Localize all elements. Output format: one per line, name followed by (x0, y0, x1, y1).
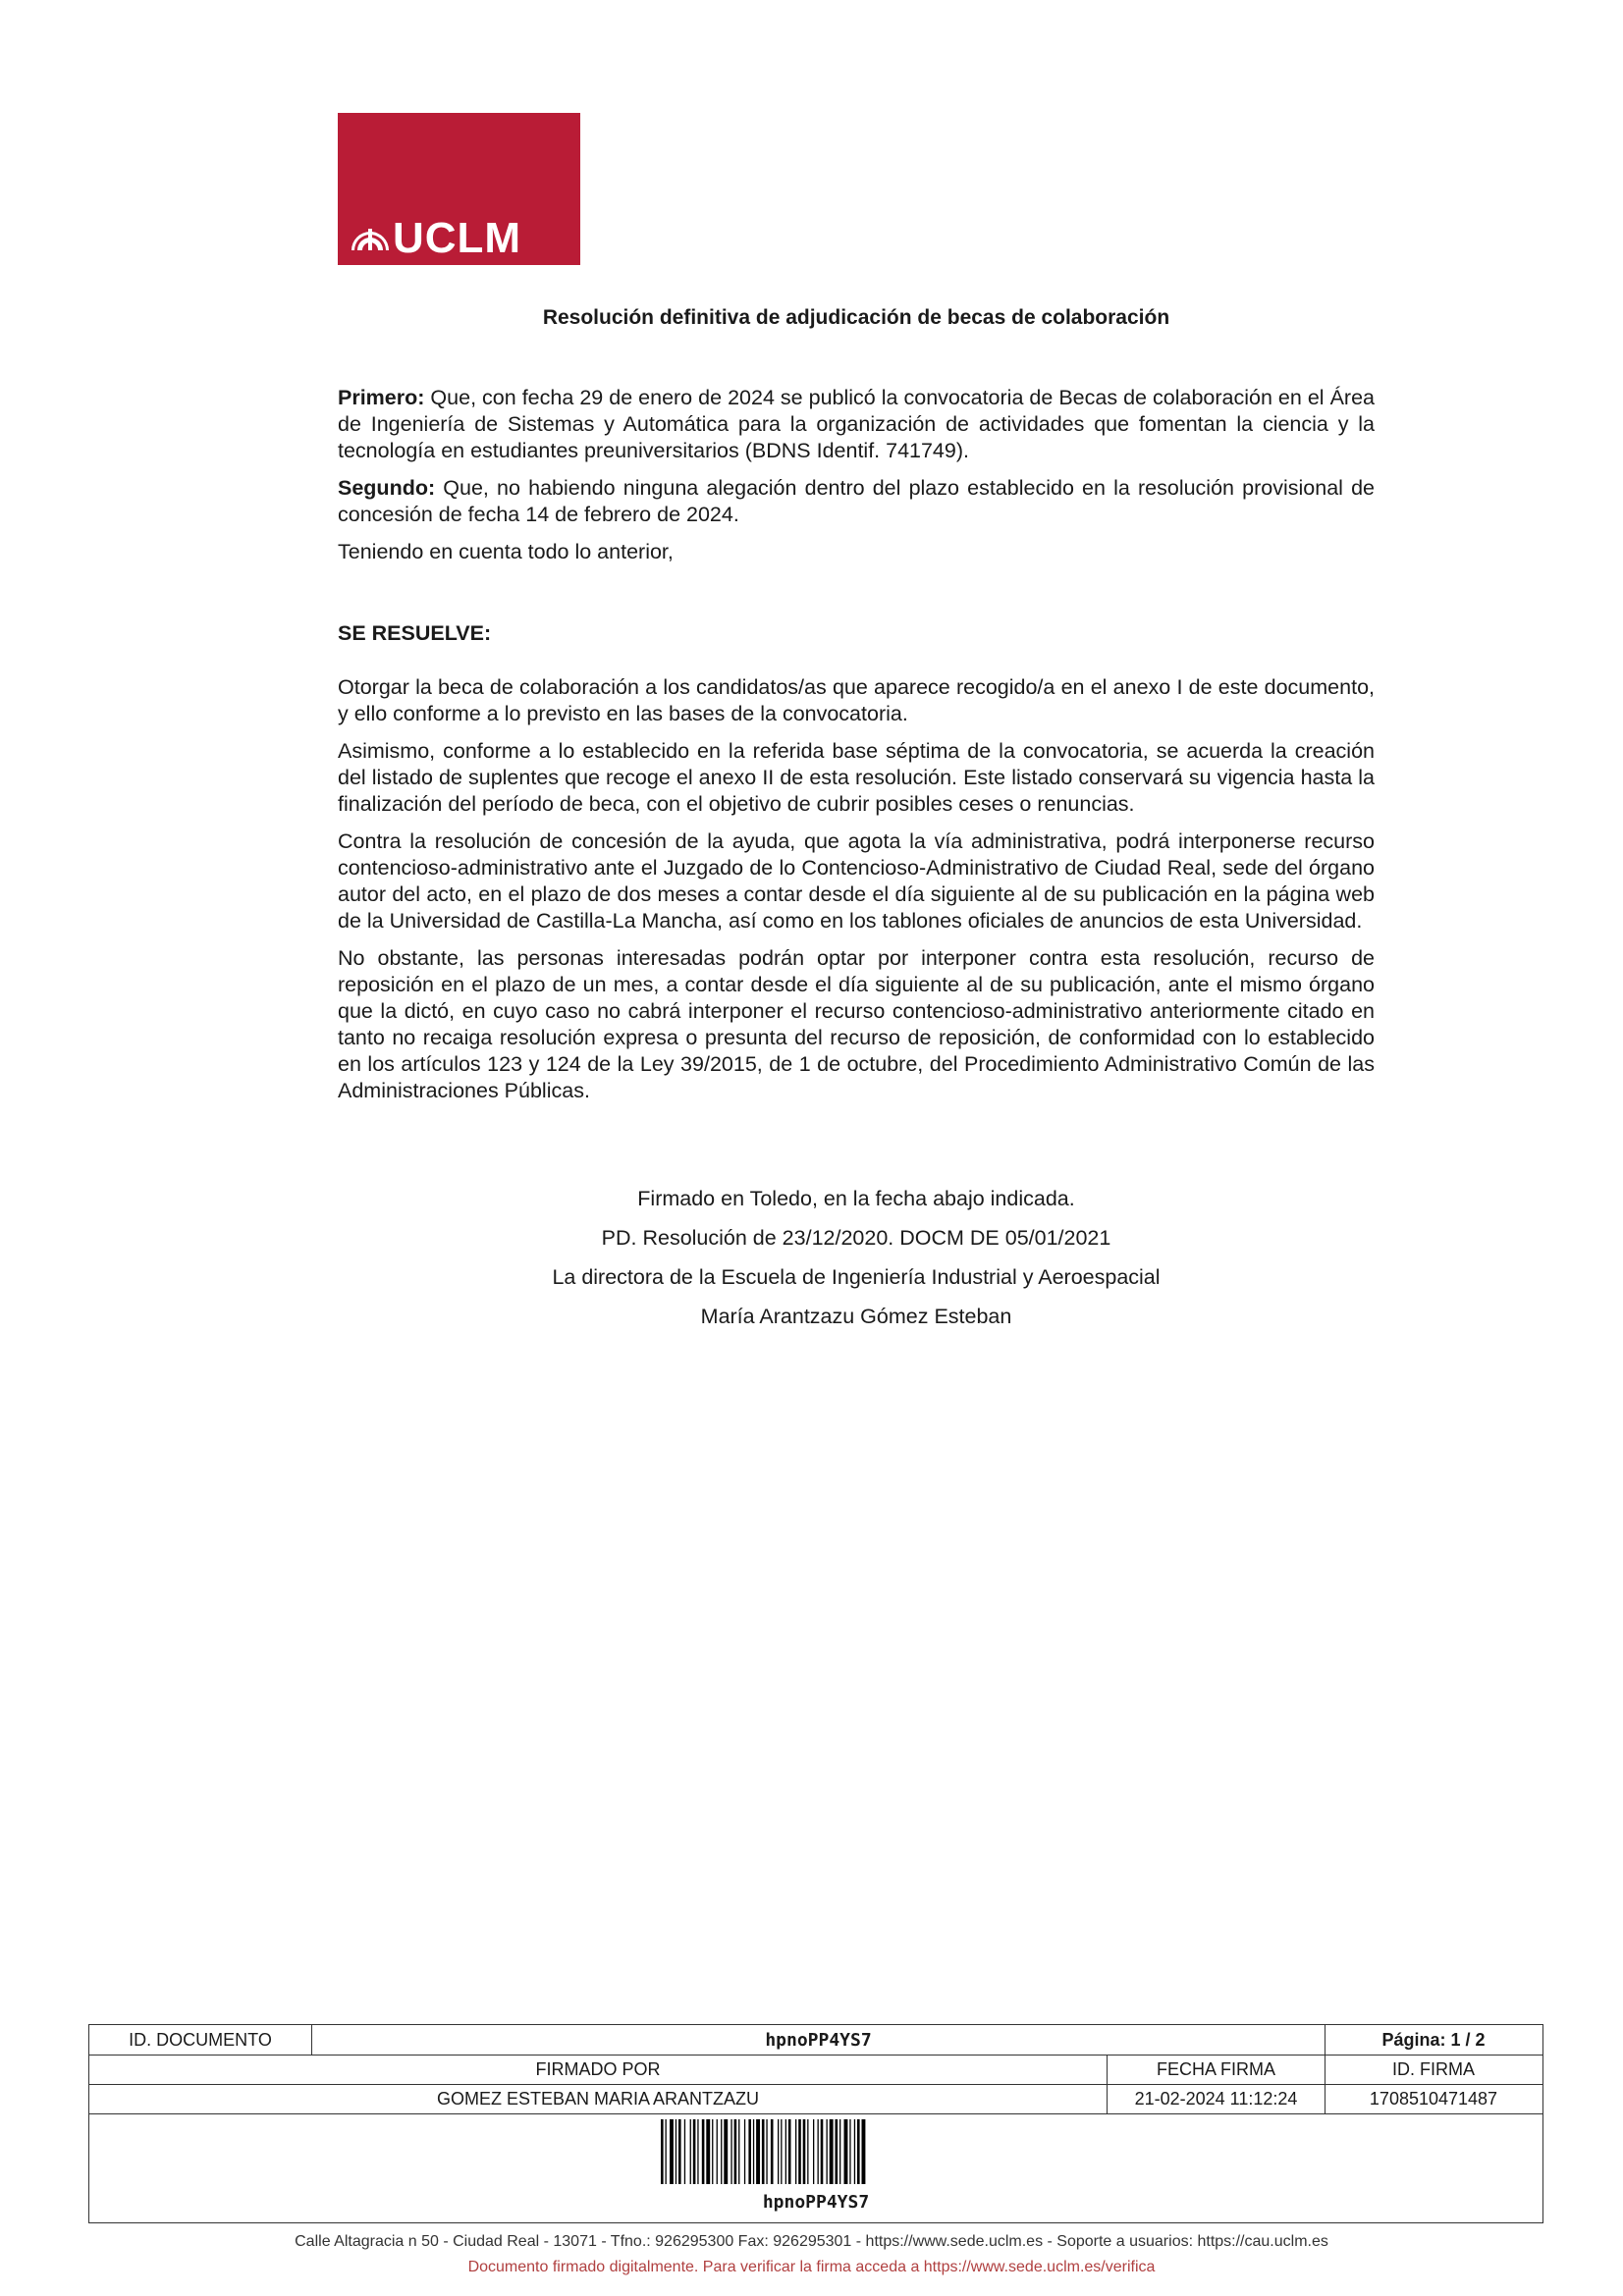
footer-address: Calle Altagracia n 50 - Ciudad Real - 13071 - Tfno.: 926295300 Fax: 926295301 - https://www.sede.uclm.es - Soporte a usuarios: https://cau.uclm.es (295, 2233, 1328, 2250)
signature-place: Firmado en Toledo, en la fecha abajo indicada. (637, 1187, 1075, 1210)
uclm-logo-mark (338, 113, 580, 265)
signature-role: La directora de la Escuela de Ingeniería Industrial y Aeroespacial (552, 1265, 1161, 1289)
resolution-body (338, 674, 1375, 1115)
barcode-text: hpnoPP4YS7 (762, 2192, 870, 2213)
footer-verify-notice: Documento firmado digitalmente. Para verificar la firma acceda a https://www.sede.uclm.es/verifica (467, 2259, 1156, 2275)
document-title: Resolución definitiva de adjudicación de becas de colaboración (542, 306, 1170, 329)
signer-name: GOMEZ ESTEBAN MARIA ARANTZAZU (436, 2089, 760, 2109)
table-row (89, 2085, 1542, 2114)
preamble (338, 385, 1375, 576)
signature-block (338, 1179, 1375, 1336)
segundo-label: Segundo: (338, 476, 436, 500)
paragraph-segundo (338, 475, 1375, 528)
signature-id: 1708510471487 (1325, 2085, 1542, 2113)
firmado-por-label: FIRMADO POR (535, 2059, 661, 2079)
primero-text: Que, con fecha 29 de enero de 2024 se publicó la convocatoria de Becas de colaboración en el Área de Ingeniería de Sistemas y Automática para la organización de actividades que fomentan la ciencia y la tecnología en estudiantes preuniversitarios (BDNS Identif. 741749). (338, 386, 1375, 462)
page-number: Página: 1 / 2 (1325, 2025, 1542, 2055)
table-row (89, 2056, 1542, 2085)
signature-name: María Arantzazu Gómez Esteban (700, 1305, 1012, 1328)
id-firma-label: ID. FIRMA (1325, 2056, 1542, 2084)
signature-delegation: PD. Resolución de 23/12/2020. DOCM DE 05/01/2021 (601, 1226, 1111, 1250)
fecha-firma-label: FECHA FIRMA (1107, 2056, 1325, 2084)
signature-date: 21-02-2024 11:12:24 (1107, 2085, 1325, 2113)
paragraph-contra: Contra la resolución de concesión de la ayuda, que agota la vía administrativa, podrá interponerse recurso contencioso-administrativo ante el Juzgado de lo Contencioso-Administrativo de Ciudad Real, sede del órgano autor del acto, en el plazo de dos meses a contar desde el día siguiente al de su publicación en la página web de la Universidad de Castilla-La Mancha, así como en los tablones oficiales de anuncios de esta Universidad. (338, 829, 1375, 933)
paragraph-no-obstante: No obstante, las personas interesadas podrán optar por interponer contra esta resolución, recurso de reposición en el plazo de un mes, a contar desde el día siguiente al de su publicación, ante el mismo órgano que la dictó, en cuyo caso no cabrá interponer el recurso contencioso-administrativo anteriormente citado en tanto no recaiga resolución expresa o presunta del recurso de reposición, de conformidad con lo establecido en los artículos 123 y 124 de la Ley 39/2015, de 1 de octubre, del Procedimiento Administrativo Común de las Administraciones Públicas. (338, 946, 1375, 1102)
paragraph-primero (338, 385, 1375, 464)
se-resuelve-heading: SE RESUELVE: (338, 621, 492, 645)
primero-label: Primero: (338, 386, 425, 409)
table-row (89, 2025, 1542, 2056)
barcode (661, 2119, 971, 2184)
paragraph-teniendo: Teniendo en cuenta todo lo anterior, (338, 540, 674, 563)
paragraph-otorgar: Otorgar la beca de colaboración a los candidatos/as que aparece recogido/a en el anexo I de este documento, y ello conforme a lo previsto en las bases de la convocatoria. (338, 675, 1375, 725)
paragraph-asimismo: Asimismo, conforme a lo establecido en la referida base séptima de la convocatoria, se acuerda la creación del listado de suplentes que recoge el anexo II de esta resolución. Este listado conservará su vigencia hasta la finalización del período de beca, con el objetivo de cubrir posibles ceses o renuncias. (338, 739, 1375, 816)
signature-verification-table (88, 2024, 1543, 2223)
id-documento-label: ID. DOCUMENTO (129, 2029, 272, 2050)
id-documento-value: hpnoPP4YS7 (311, 2025, 1325, 2055)
segundo-text: Que, no habiendo ninguna alegación dentro del plazo establecido en la resolución provisional de concesión de fecha 14 de febrero de 2024. (338, 476, 1375, 526)
svg-text:UCLM: UCLM (393, 214, 522, 262)
uclm-logo (338, 113, 580, 265)
